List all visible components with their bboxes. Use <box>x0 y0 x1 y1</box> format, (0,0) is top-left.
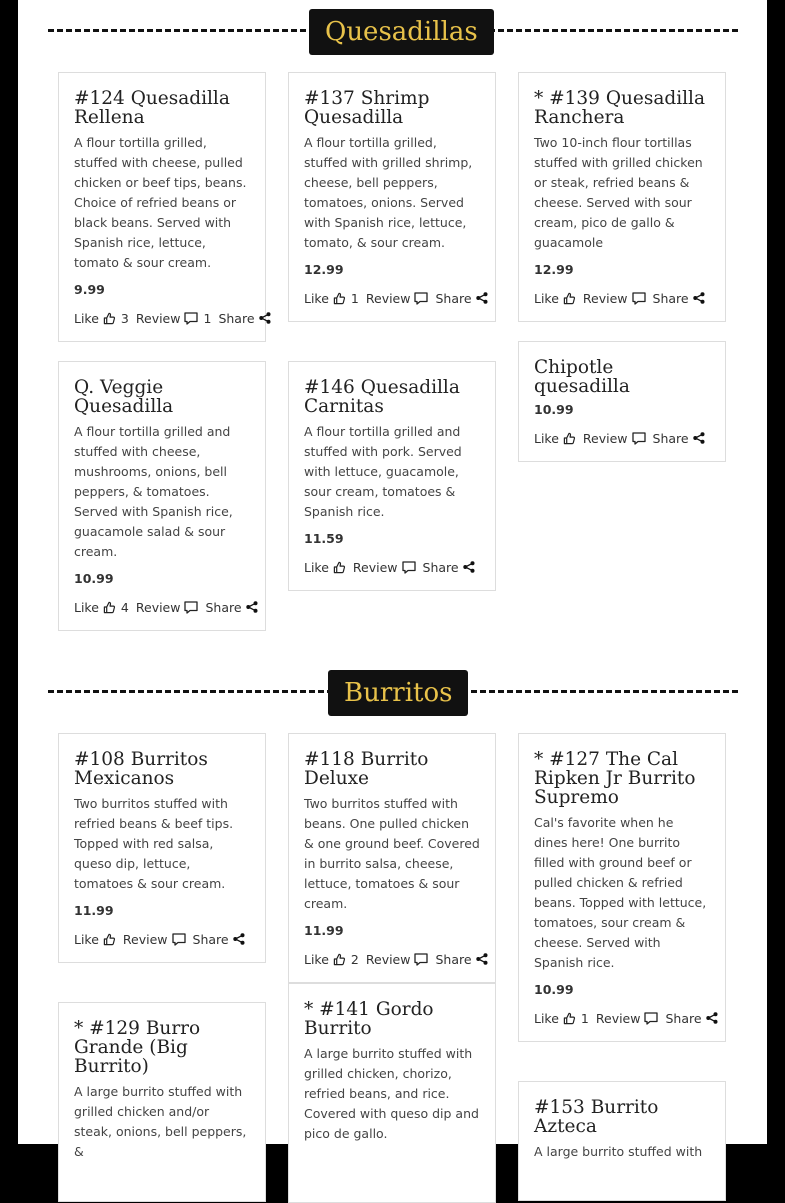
menu-item-card[interactable] <box>58 733 266 963</box>
item-price: 10.99 <box>534 402 574 417</box>
thumbs-up-icon <box>563 292 576 305</box>
like-count: 1 <box>580 1010 589 1026</box>
like-button[interactable]: Like <box>74 932 116 947</box>
item-actions <box>304 948 480 970</box>
item-name: #146 Quesadilla Carnitas <box>304 377 460 417</box>
item-name: #137 Shrimp Quesadilla <box>304 88 430 128</box>
like-button[interactable]: Like 3 <box>74 310 129 326</box>
menu-item-card[interactable] <box>58 361 266 631</box>
comment-icon <box>184 312 198 325</box>
item-price: 9.99 <box>74 282 105 297</box>
thumbs-up-icon <box>333 953 346 966</box>
like-button[interactable]: Like 1 <box>534 1010 589 1026</box>
review-button[interactable]: Review <box>583 291 646 306</box>
share-icon <box>476 953 488 965</box>
item-price: 12.99 <box>534 262 574 277</box>
share-button[interactable]: Share <box>653 431 705 446</box>
section-header-burritos <box>48 670 738 720</box>
item-price: 11.99 <box>74 903 114 918</box>
menu-item-card[interactable] <box>518 733 726 1042</box>
item-name: #124 Quesadilla Rellena <box>74 88 230 128</box>
item-price: 11.59 <box>304 531 344 546</box>
like-count: 4 <box>120 599 129 615</box>
menu-item-card[interactable] <box>288 72 496 322</box>
item-description: A flour tortilla grilled, stuffed with cheese, pulled chicken or beef tips, beans. Choice of refried beans or black beans. Served with Spanish rice, lettuce, tomato & sour cream. <box>74 135 247 270</box>
menu-item-card[interactable] <box>518 1081 726 1201</box>
menu-item-card[interactable] <box>58 72 266 342</box>
menu-item-card[interactable] <box>518 341 726 462</box>
comment-icon <box>632 432 646 445</box>
item-description: A large burrito stuffed with <box>534 1144 703 1159</box>
share-icon <box>476 292 488 304</box>
item-actions <box>534 287 710 309</box>
comment-icon <box>414 292 428 305</box>
comment-icon <box>184 601 198 614</box>
share-button[interactable]: Share <box>653 291 705 306</box>
item-description: A large burrito stuffed with grilled chicken and/or steak, onions, bell peppers, & <box>74 1084 247 1159</box>
comment-icon <box>402 561 416 574</box>
item-actions <box>74 928 250 950</box>
item-name: #108 Burritos Mexicanos <box>74 749 208 789</box>
share-icon <box>693 292 705 304</box>
menu-item-card[interactable] <box>58 1002 266 1202</box>
item-price: 10.99 <box>534 982 574 997</box>
review-button[interactable]: Review <box>123 932 186 947</box>
thumbs-up-icon <box>563 432 576 445</box>
section-header-quesadillas <box>48 9 738 59</box>
share-icon <box>246 601 258 613</box>
item-description: Two 10-inch flour tortillas stuffed with grilled chicken or steak, refried beans & cheese. Served with sour cream, pico de gallo & guacamole <box>534 135 703 250</box>
item-description: A large burrito stuffed with grilled chicken, chorizo, refried beans, and rice. Covered with queso dip and pico de gallo. <box>304 1046 479 1141</box>
share-button[interactable]: Share <box>193 932 245 947</box>
item-description: A flour tortilla grilled, stuffed with grilled shrimp, cheese, bell peppers, tomatoes, onions. Served with Spanish rice, lettuce, tomato, & sour cream. <box>304 135 473 250</box>
menu-item-card[interactable] <box>288 983 496 1203</box>
item-description: Two burritos stuffed with beans. One pulled chicken & one ground beef. Covered in burrito salsa, cheese, lettuce, tomatoes & sour cream. <box>304 796 480 911</box>
share-button[interactable]: Share <box>665 1011 717 1026</box>
share-icon <box>706 1012 718 1024</box>
comment-icon <box>172 933 186 946</box>
review-button[interactable]: Review <box>136 600 199 615</box>
menu-item-card[interactable] <box>288 361 496 591</box>
item-name: Chipotle quesadilla <box>534 357 630 397</box>
like-button[interactable]: Like 4 <box>74 599 129 615</box>
like-count: 3 <box>120 310 129 326</box>
menu-item-card[interactable] <box>518 72 726 322</box>
item-description: Two burritos stuffed with refried beans & beef tips. Topped with red salsa, queso dip, lettuce, tomatoes & sour cream. <box>74 796 234 891</box>
item-description: A flour tortilla grilled and stuffed with pork. Served with lettuce, guacamole, sour cream, tomatoes & Spanish rice. <box>304 424 462 519</box>
review-button[interactable]: Review <box>366 291 429 306</box>
share-icon <box>233 933 245 945</box>
share-button[interactable]: Share <box>205 600 257 615</box>
item-description: Cal's favorite when he dines here! One burrito filled with ground beef or pulled chicken & refried beans. Topped with lettuce, tomatoes, sour cream & cheese. Served with Spanish rice. <box>534 815 707 970</box>
review-button[interactable]: Review <box>353 560 416 575</box>
comment-icon <box>414 953 428 966</box>
share-icon <box>259 312 271 324</box>
like-button[interactable]: Like 1 <box>304 290 359 306</box>
item-name: * #129 Burro Grande (Big Burrito) <box>74 1018 201 1077</box>
thumbs-up-icon <box>333 561 346 574</box>
like-count: 1 <box>350 290 359 306</box>
comment-icon <box>632 292 646 305</box>
thumbs-up-icon <box>563 1012 576 1025</box>
like-button[interactable]: Like <box>304 560 346 575</box>
item-description: A flour tortilla grilled and stuffed with cheese, mushrooms, onions, bell peppers, & tomatoes. Served with Spanish rice, guacamole salad & sour cream. <box>74 424 233 559</box>
thumbs-up-icon <box>103 601 116 614</box>
thumbs-up-icon <box>333 292 346 305</box>
share-icon <box>463 561 475 573</box>
item-name: * #141 Gordo Burrito <box>304 999 434 1039</box>
section-title: Burritos <box>328 670 468 716</box>
item-actions <box>74 307 255 329</box>
thumbs-up-icon <box>103 933 116 946</box>
item-actions <box>304 287 480 309</box>
menu-page <box>18 0 767 1159</box>
item-name: * #127 The Cal Ripken Jr Burrito Supremo <box>534 749 696 808</box>
thumbs-up-icon <box>103 312 116 325</box>
review-button[interactable]: Review <box>596 1011 659 1026</box>
review-button[interactable]: Review <box>583 431 646 446</box>
item-price: 11.99 <box>304 923 344 938</box>
item-name: Q. Veggie Quesadilla <box>74 377 174 417</box>
review-button[interactable]: Review <box>366 952 429 967</box>
review-button[interactable]: Review 1 <box>135 310 212 326</box>
comment-icon <box>644 1012 658 1025</box>
share-icon <box>693 432 705 444</box>
like-button[interactable]: Like <box>534 431 576 446</box>
review-count: 1 <box>203 310 212 326</box>
item-price: 10.99 <box>74 571 114 586</box>
item-name: * #139 Quesadilla Ranchera <box>534 88 705 128</box>
item-name: #153 Burrito Azteca <box>534 1097 659 1137</box>
item-name: #118 Burrito Deluxe <box>304 749 429 789</box>
item-price: 12.99 <box>304 262 344 277</box>
item-actions <box>74 596 250 618</box>
section-title: Quesadillas <box>309 9 494 55</box>
share-button[interactable]: Share <box>435 952 487 967</box>
item-actions <box>534 1007 710 1029</box>
share-button[interactable]: Share <box>423 560 475 575</box>
share-button[interactable]: Share <box>435 291 487 306</box>
item-actions <box>534 427 710 449</box>
like-button[interactable]: Like <box>534 291 576 306</box>
like-button[interactable]: Like 2 <box>304 951 359 967</box>
menu-item-card[interactable] <box>288 733 496 983</box>
share-button[interactable]: Share <box>218 311 270 326</box>
item-actions <box>304 556 480 578</box>
like-count: 2 <box>350 951 359 967</box>
